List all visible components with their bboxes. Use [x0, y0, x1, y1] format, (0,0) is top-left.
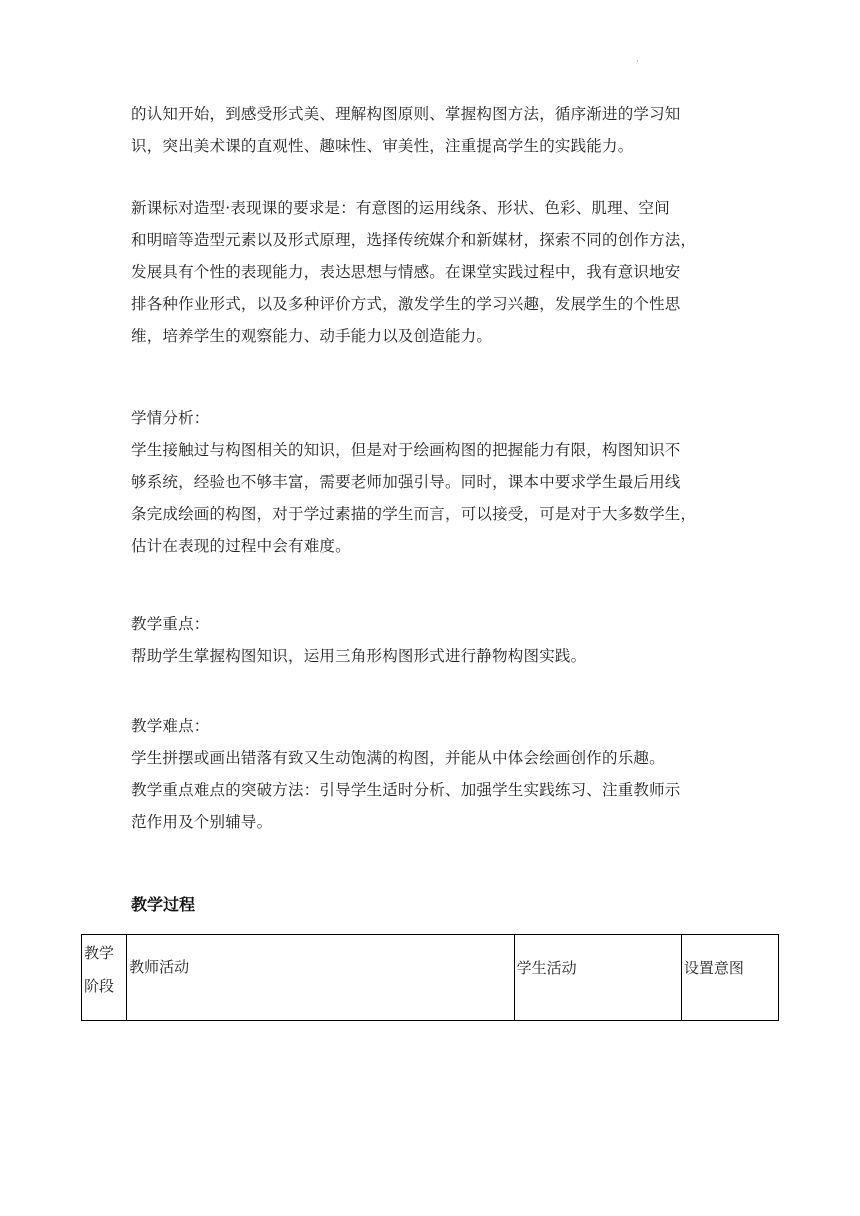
paragraph-student-analysis — [131, 402, 741, 562]
text-line: 范作用及个别辅导。 — [131, 813, 273, 831]
header-cell-teacher-activity — [127, 935, 515, 1021]
section-label: 学情分析： — [131, 409, 210, 427]
text-line: 够系统，经验也不够丰富，需要老师加强引导。同时，课本中要求学生最后用线 — [131, 473, 681, 491]
text-line: 教学重点难点的突破方法：引导学生适时分析、加强学生实践练习、注重教师示 — [131, 781, 681, 799]
text-line: 估计在表现的过程中会有难度。 — [131, 537, 351, 555]
text-line: 条完成绘画的构图，对于学过素描的学生而言，可以接受，可是对于大多数学生， — [131, 505, 697, 523]
header-student-label: 学生活动 — [516, 959, 577, 977]
paragraph-intro-continuation — [131, 98, 741, 162]
text-line: 学生接触过与构图相关的知识，但是对于绘画构图的把握能力有限，构图知识不 — [131, 441, 681, 459]
text-line: 排各种作业形式，以及多种评价方式，激发学生的学习兴趣，发展学生的个性思 — [131, 295, 681, 313]
text-line: 识，突出美术课的直观性、趣味性、审美性，注重提高学生的实践能力。 — [131, 137, 634, 155]
paragraph-teaching-difficulty — [131, 710, 741, 838]
header-teacher-label: 教师活动 — [129, 958, 190, 976]
header-stage-line: 阶段 — [84, 977, 115, 995]
text-line: 的认知开始，到感受形式美、理解构图原则、掌握构图方法，循序渐进的学习知 — [131, 105, 681, 123]
section-label: 教学难点： — [131, 717, 210, 735]
header-cell-design-intent — [681, 935, 778, 1021]
text-line: 发展具有个性的表现能力，表达思想与情感。在课堂实践过程中，我有意识地安 — [131, 263, 681, 281]
header-cell-student-activity — [514, 935, 681, 1021]
text-line: 和明暗等造型元素以及形式原理，选择传统媒介和新媒材，探索不同的创作方法， — [131, 231, 697, 249]
section-heading-teaching-process: 教学过程 — [131, 895, 196, 914]
teaching-process-table — [81, 934, 779, 1021]
text-line: 新课标对造型·表现课的要求是：有意图的运用线条、形状、色彩、肌理、空间 — [131, 199, 670, 217]
header-cell-stage — [82, 935, 127, 1021]
paragraph-teaching-focus — [131, 608, 741, 672]
header-stage-line: 教学 — [84, 944, 115, 962]
text-line: 维，培养学生的观察能力、动手能力以及创造能力。 — [131, 327, 493, 345]
section-label: 教学重点： — [131, 615, 210, 633]
header-intent-label: 设置意图 — [683, 959, 744, 977]
paragraph-curriculum-standard — [131, 192, 741, 352]
text-line: 帮助学生掌握构图知识，运用三角形构图形式进行静物构图实践。 — [131, 647, 587, 665]
table-header-row — [82, 935, 779, 1021]
page-mark: · — [636, 57, 639, 66]
text-line: 学生拼摆或画出错落有致又生动饱满的构图，并能从中体会绘画创作的乐趣。 — [131, 749, 665, 767]
